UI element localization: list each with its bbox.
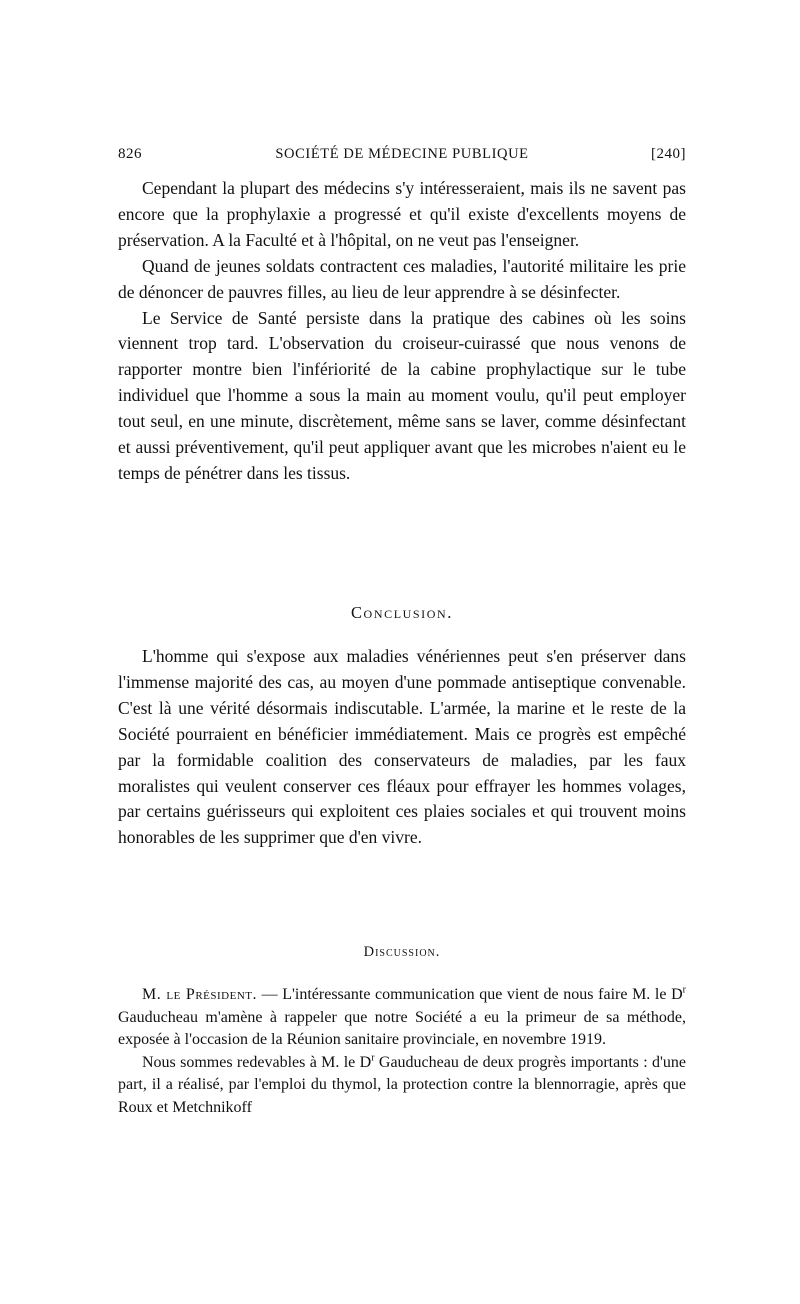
conclusion-heading: Conclusion.: [350, 603, 454, 622]
doctor-superscript: r: [371, 1052, 375, 1064]
discussion-section: [118, 984, 686, 1119]
speaker-name: M. le Président.: [142, 986, 257, 1003]
conclusion-section: [118, 644, 686, 851]
paragraph-conclusion: L'homme qui s'expose aux maladies vénériennes peut s'en préserver dans l'immense majorité des cas, au moyen d'une pommade antiseptique convenable. C'est là une vérité désormais indiscutable. L'armée, la marine et le reste de la Société pourraient en bénéficier immédiatement. Mais ce progrès est empêché par la formidable coalition des conservateurs de maladies, par les faux moralistes qui veulent conserver ces fléaux pour effrayer les hommes volages, par certains guérisseurs qui exploitent ces plaies sociales et qui trouvent moins honorables de les supprimer que d'en vivre.: [118, 646, 686, 848]
paragraph-health-service: Le Service de Santé persiste dans la pratique des cabines où les soins viennent trop tard. L'observation du croiseur-cuirassé que nous venons de rapporter montre bien l'infériorité de la cabine prophylactique sur le tube individuel que l'homme a sous la main au moment voulu, qu'il peut employer tout seul, en une minute, discrètement, même sans se laver, comme désinfectant et aussi préventivement, qu'il peut appliquer avant que les microbes n'aient eu le temps de pénétrer dans les tissus.: [118, 307, 686, 483]
paragraph-president-remarks: [118, 984, 686, 1052]
paragraph-soldiers: Quand de jeunes soldats contractent ces maladies, l'autorité militaire les prie de dénoncer de pauvres filles, au lieu de leur apprendre à se désinfecter.: [118, 255, 686, 302]
opening-section: [118, 176, 686, 487]
reference-number: [240]: [651, 146, 686, 162]
paragraph-progress: [118, 1052, 686, 1120]
running-head: [118, 146, 686, 168]
remark-text: — L'intéressante communication que vient de nous faire M. le D: [256, 986, 683, 1003]
paragraph-physicians: Cependant la plupart des médecins s'y intéresseraient, mais ils ne savent pas encore que la prophylaxie a progressé et qu'il existe d'excellents moyens de préservation. A la Faculté et à l'hôpital, on ne veut pas l'enseigner.: [118, 178, 686, 250]
doctor-superscript: r: [682, 984, 686, 996]
progress-text-start: Nous sommes redevables à M. le D: [142, 1053, 372, 1071]
page-number: 826: [118, 146, 142, 162]
remark-text-continued: Gauducheau m'amène à rappeler que notre Société a eu la primeur de sa méthode, exposée à l'occasion de la Réunion sanitaire provinciale, en novembre 1919.: [118, 1008, 686, 1048]
discussion-heading: Discussion.: [363, 944, 441, 960]
progress-text-continued: Gauducheau de deux progrès importants : d'une part, il a réalisé, par l'emploi du thymol, la protection contre la blennorragie, après que Roux et Metchnikoff: [118, 1053, 687, 1116]
journal-title: SOCIÉTÉ DE MÉDECINE PUBLIQUE: [275, 146, 529, 162]
